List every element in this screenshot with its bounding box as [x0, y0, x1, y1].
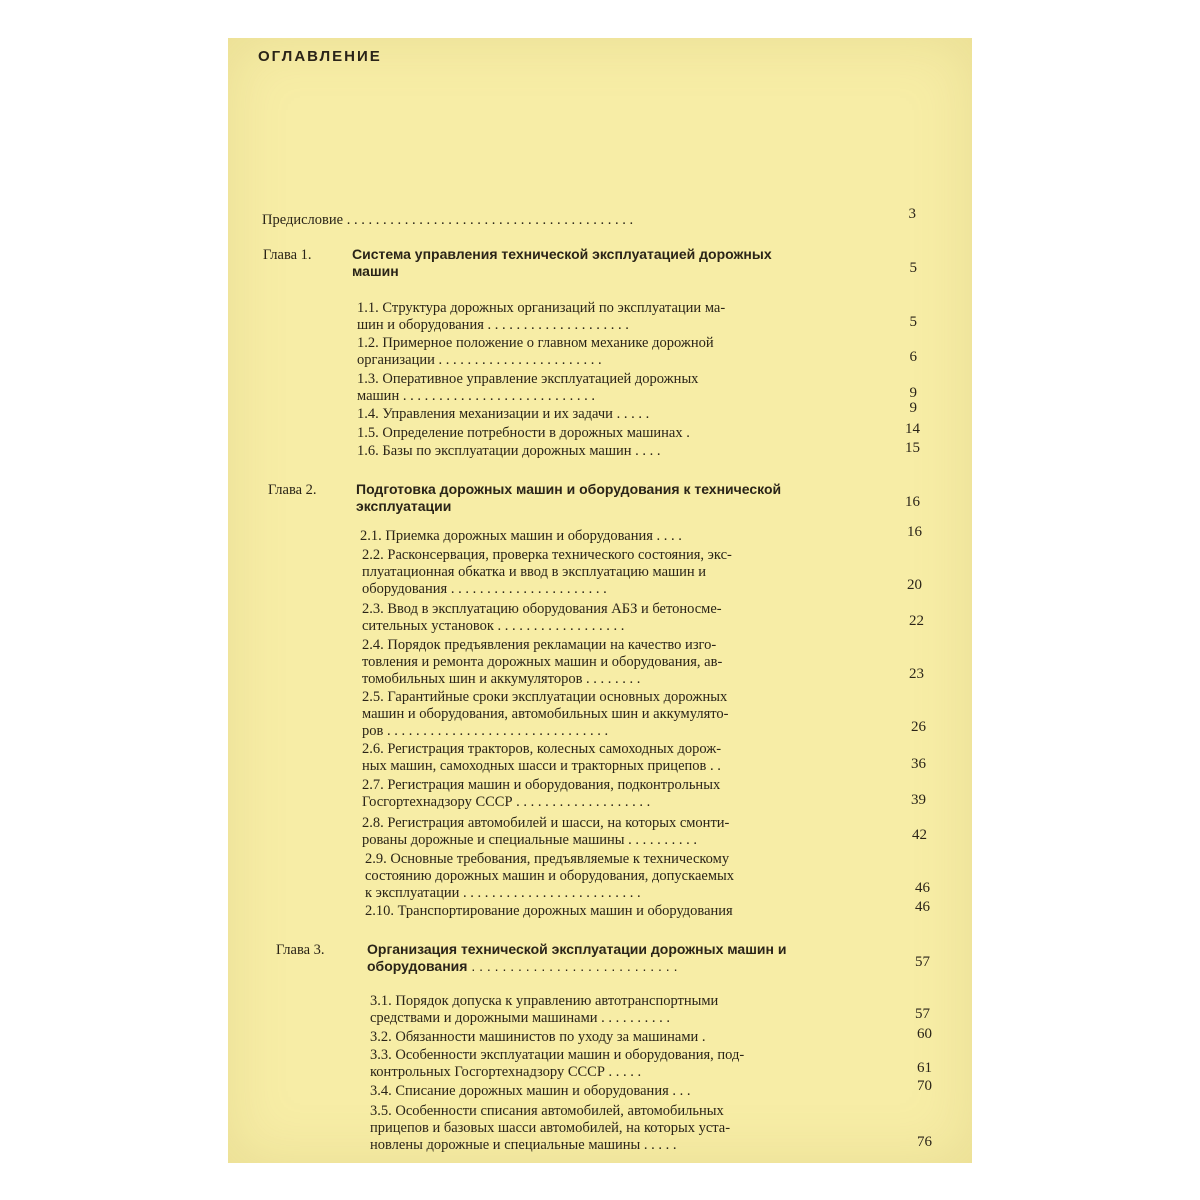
toc-entry-1-3-cont: машин . . . . . . . . . . . . . . . . . . . . . . . . . . .: [357, 388, 595, 404]
page-number: 6: [909, 349, 917, 365]
toc-entry-2-2-cont2: оборудования . . . . . . . . . . . . . . . . . . . . . .: [362, 581, 607, 597]
toc-entry-1-2-cont: организации . . . . . . . . . . . . . . . . . . . . . . .: [357, 352, 602, 368]
page-number: 57: [915, 1006, 930, 1022]
toc-entry-2-5: 2.5. Гарантийные сроки эксплуатации основных дорожных: [362, 689, 728, 705]
chapter-1-title-line-2: машин: [352, 263, 399, 279]
page-number: 5: [909, 260, 917, 276]
toc-entry-2-4-cont2: томобильных шин и аккумуляторов . . . . . . . .: [362, 671, 641, 687]
page-number: 9: [909, 385, 917, 401]
page-number: 36: [911, 756, 926, 772]
toc-entry-2-10: 2.10. Транспортирование дорожных машин и оборудования: [365, 903, 733, 919]
entry-text: Предисловие: [262, 212, 344, 228]
toc-entry-2-3: 2.3. Ввод в эксплуатацию оборудования АБЗ и бетоносме-: [362, 601, 722, 617]
page-number: 22: [909, 613, 924, 629]
toc-entry-3-1: 3.1. Порядок допуска к управлению автотранспортными: [370, 993, 719, 1009]
toc-entry-2-6: 2.6. Регистрация тракторов, колесных самоходных дорож-: [362, 741, 722, 757]
page-number: 76: [917, 1134, 932, 1150]
chapter-2-label: Глава 2.: [268, 482, 317, 498]
toc-entry-3-4: 3.4. Списание дорожных машин и оборудования . . .: [370, 1083, 691, 1099]
toc-entry-2-5-cont: машин и оборудования, автомобильных шин и аккумулято-: [362, 706, 729, 722]
toc-entry-2-9: 2.9. Основные требования, предъявляемые к техническому: [365, 851, 730, 867]
toc-entry-2-2-cont: плуатационная обкатка и ввод в эксплуатацию машин и: [362, 564, 707, 580]
toc-entry-1-5: 1.5. Определение потребности в дорожных машинах .: [357, 425, 690, 441]
chapter-3-label: Глава 3.: [276, 942, 325, 958]
page-number: 9: [909, 400, 917, 416]
page-number: 60: [917, 1026, 932, 1042]
toc-entry-2-2: 2.2. Расконсервация, проверка технического состояния, экс-: [362, 547, 732, 563]
toc-entry-2-9-cont2: к эксплуатации . . . . . . . . . . . . . . . . . . . . . . . . .: [365, 885, 641, 901]
page-number: 57: [915, 954, 930, 970]
toc-entry-2-9-cont: состоянию дорожных машин и оборудования, допускаемых: [365, 868, 734, 884]
chapter-3-title-line-1: Организация технической эксплуатации дорожных машин и: [367, 941, 787, 957]
chapter-2-title-line-1: Подготовка дорожных машин и оборудования к технической: [356, 481, 782, 497]
toc-entry-3-5-cont: прицепов и базовых шасси автомобилей, на которых уста-: [370, 1120, 731, 1136]
page-number: 16: [905, 494, 920, 510]
page-number: 46: [915, 880, 930, 896]
chapter-3-title-line-2: оборудования . . . . . . . . . . . . . . . . . . . . . . . . . . .: [367, 958, 678, 974]
toc-entry-2-8-cont: рованы дорожные и специальные машины . . . . . . . . . .: [362, 832, 698, 848]
page-number: 20: [907, 577, 922, 593]
toc-entry-1-1-cont: шин и оборудования . . . . . . . . . . . . . . . . . . . .: [357, 317, 629, 333]
chapter-1-label: Глава 1.: [263, 247, 312, 263]
toc-entry-2-3-cont: сительных установок . . . . . . . . . . . . . . . . . .: [362, 618, 625, 634]
chapter-2-title-line-2: эксплуатации: [356, 498, 452, 514]
toc-entry-2-4-cont: товления и ремонта дорожных машин и оборудования, ав-: [362, 654, 723, 670]
page-number: 46: [915, 899, 930, 915]
chapter-1-title-line-1: Система управления технической эксплуатацией дорожных: [352, 246, 772, 262]
toc-entry-1-1: 1.1. Структура дорожных организаций по эксплуатации ма-: [357, 300, 726, 316]
page-number: 70: [917, 1078, 932, 1094]
page-number: 5: [909, 314, 917, 330]
toc-entry-2-6-cont: ных машин, самоходных шасси и тракторных прицепов . .: [362, 758, 721, 774]
toc-entry-3-5: 3.5. Особенности списания автомобилей, автомобильных: [370, 1103, 724, 1119]
page-number: 15: [905, 440, 920, 456]
toc-entry-2-5-cont2: ров . . . . . . . . . . . . . . . . . . . . . . . . . . . . . . .: [362, 723, 609, 739]
page-number: 42: [912, 827, 927, 843]
toc-entry-1-6: 1.6. Базы по эксплуатации дорожных машин . . . .: [357, 443, 661, 459]
page-number: 16: [907, 524, 922, 540]
toc-entry-3-5-cont2: новлены дорожные и специальные машины . . . . .: [370, 1137, 677, 1153]
toc-entry-1-3: 1.3. Оперативное управление эксплуатацией дорожных: [357, 371, 699, 387]
page-number: 3: [908, 206, 916, 222]
toc-entry-2-8: 2.8. Регистрация автомобилей и шасси, на которых смонти-: [362, 815, 730, 831]
page-number: 26: [911, 719, 926, 735]
toc-entry-3-2: 3.2. Обязанности машинистов по уходу за машинами .: [370, 1029, 706, 1045]
toc-entry-3-3-cont: контрольных Госгортехнадзору СССР . . . . .: [370, 1064, 642, 1080]
toc-entry-2-1: 2.1. Приемка дорожных машин и оборудования . . . .: [360, 528, 682, 544]
toc-entry-2-7: 2.7. Регистрация машин и оборудования, подконтрольных: [362, 777, 721, 793]
page-number: 61: [917, 1060, 932, 1076]
toc-entry-3-1-cont: средствами и дорожными машинами . . . . . . . . . .: [370, 1010, 671, 1026]
page-number: 23: [909, 666, 924, 682]
page-number: 14: [905, 421, 920, 437]
toc-entry-preface: Предисловие . . . . . . . . . . . . . . . . . . . . . . . . . . . . . . . . . . . . . . . .: [262, 212, 634, 228]
page-number: 39: [911, 792, 926, 808]
toc-entry-3-3: 3.3. Особенности эксплуатации машин и оборудования, под-: [370, 1047, 745, 1063]
toc-entry-2-7-cont: Госгортехнадзору СССР . . . . . . . . . . . . . . . . . . .: [362, 794, 651, 810]
toc-entry-1-4: 1.4. Управления механизации и их задачи . . . . .: [357, 406, 650, 422]
toc-entry-2-4: 2.4. Порядок предъявления рекламации на качество изго-: [362, 637, 717, 653]
toc-heading: ОГЛАВЛЕНИЕ: [258, 48, 382, 65]
toc-entry-1-2: 1.2. Примерное положение о главном механике дорожной: [357, 335, 714, 351]
